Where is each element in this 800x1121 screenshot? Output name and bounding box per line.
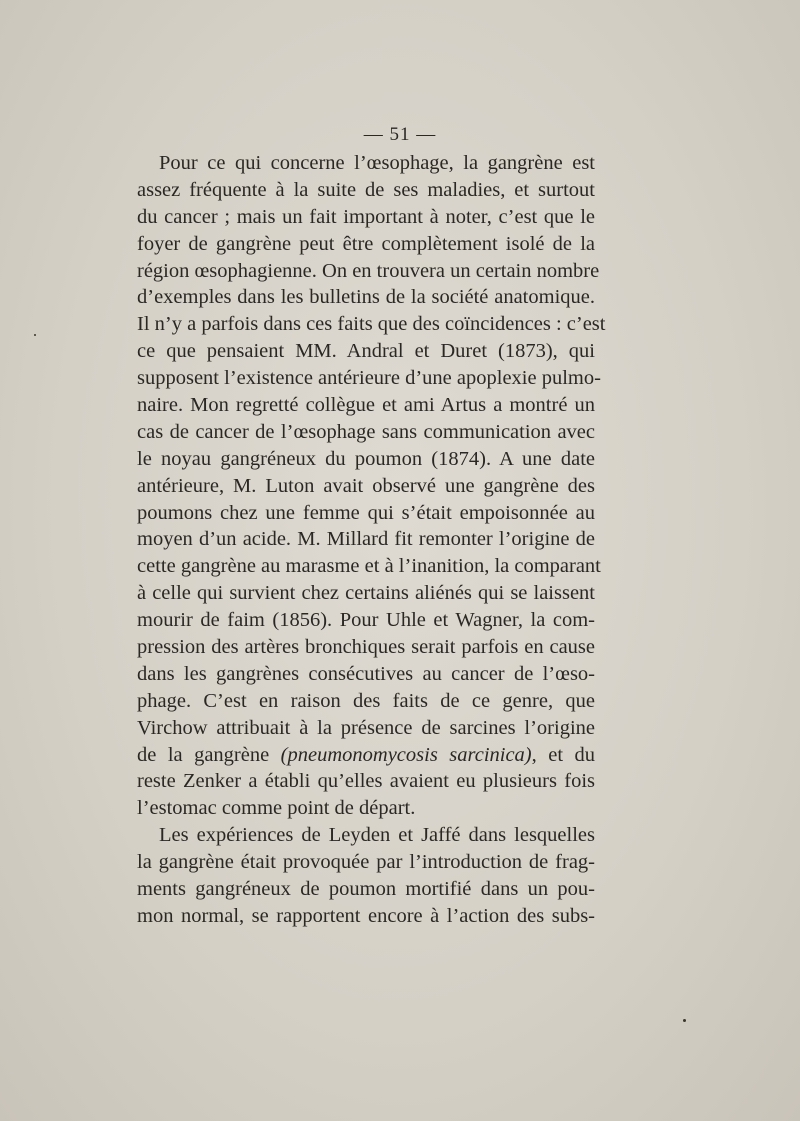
text-line: reste Zenker a établi qu’elles avaient eu plusieurs fois xyxy=(137,770,595,793)
paragraph-1 xyxy=(137,150,606,822)
text-line: Virchow attribuait à la présence de sarcines l’origine xyxy=(137,716,595,739)
text-line: dans les gangrènes consécutives au cancer de l’œso- xyxy=(137,662,595,685)
text-line: de la gangrène (pneumonomycosis sarcinica), et du xyxy=(137,743,595,766)
text-line: foyer de gangrène peut être complètement isolé de la xyxy=(137,232,595,255)
text-line: Les expériences de Leyden et Jaffé dans lesquelles xyxy=(159,824,595,847)
text-line: ce que pensaient MM. Andral et Duret (1873), qui xyxy=(137,340,595,363)
text-line: assez fréquente à la suite de ses maladies, et surtout xyxy=(137,178,595,201)
text-line: cas de cancer de l’œsophage sans communication avec xyxy=(137,420,595,443)
paper-spot xyxy=(34,334,36,336)
text-line: d’exemples dans les bulletins de la société anatomique. xyxy=(137,286,595,309)
text-line: supposent l’existence antérieure d’une apoplexie pulmo- xyxy=(137,367,601,390)
text-line: mon normal, se rapportent encore à l’action des subs- xyxy=(137,904,595,927)
text-line: phage. C’est en raison des faits de ce genre, que xyxy=(137,689,595,712)
text-line: poumons chez une femme qui s’était empoisonnée au xyxy=(137,501,595,524)
text-line: pression des artères bronchiques serait parfois en cause xyxy=(137,636,595,659)
text-line: cette gangrène au marasme et à l’inanition, la comparant xyxy=(137,555,601,578)
body-text xyxy=(137,150,606,930)
text-line: Il n’y a parfois dans ces faits que des coïncidences : c’est xyxy=(137,313,606,336)
page-number: — 51 — xyxy=(363,124,437,145)
text-line: moyen d’un acide. M. Millard fit remonter l’origine de xyxy=(137,528,595,551)
paper-spot xyxy=(683,1019,686,1022)
text-line: à celle qui survient chez certains aliénés qui se laissent xyxy=(137,582,595,605)
text-line: le noyau gangréneux du poumon (1874). A une date xyxy=(137,447,595,470)
paragraph-2 xyxy=(137,822,595,930)
text-line: naire. Mon regretté collègue et ami Artus a montré un xyxy=(137,394,595,417)
text-line: ments gangréneux de poumon mortifié dans un pou- xyxy=(137,878,595,901)
text-line: Pour ce qui concerne l’œsophage, la gangrène est xyxy=(159,152,595,174)
text-line: du cancer ; mais un fait important à noter, c’est que le xyxy=(137,205,595,228)
text-line: mourir de faim (1856). Pour Uhle et Wagner, la com- xyxy=(137,609,595,632)
text-line: région œsophagienne. On en trouvera un certain nombre xyxy=(137,259,600,282)
text-line: antérieure, M. Luton avait observé une gangrène des xyxy=(137,474,595,497)
latin-term: (pneumonomycosis sarcinica) xyxy=(280,743,532,766)
text-line: la gangrène était provoquée par l’introduction de frag- xyxy=(137,851,595,874)
text-line: l’estomac comme point de départ. xyxy=(137,797,416,820)
